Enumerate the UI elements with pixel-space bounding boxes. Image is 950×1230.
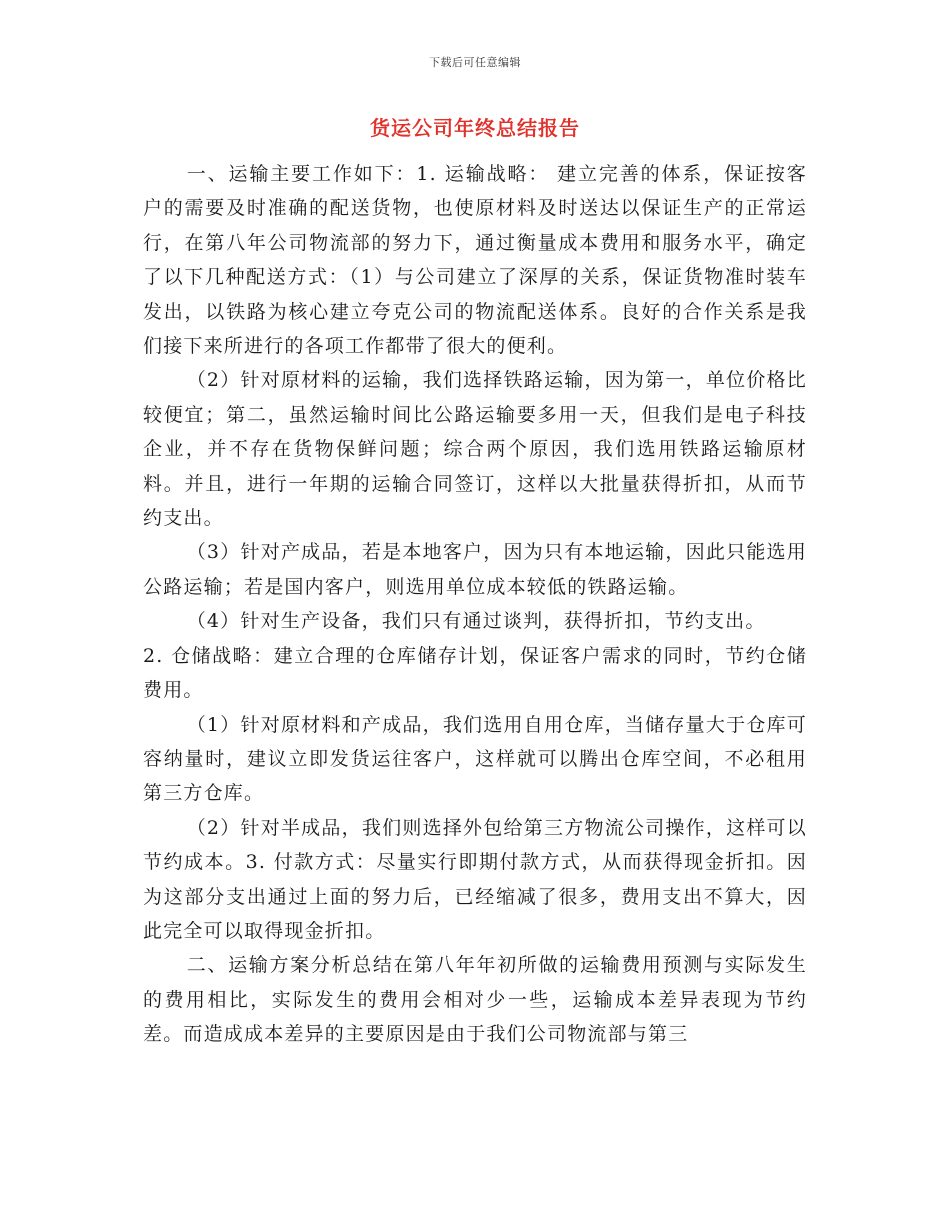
document-title: 货运公司年终总结报告 — [370, 116, 580, 140]
document-body — [143, 157, 807, 1052]
paragraph-3: （3）针对产成品，若是本地客户，因为只有本地运输，因此只能选用公路运输；若是国内客户，则选用单位成本较低的铁路运输。 — [143, 541, 807, 598]
paragraph-8: 二、运输方案分析总结在第八年年初所做的运输费用预测与实际发生的费用相比，实际发生的费用会相对少一些，运输成本差异表现为节约差。而造成成本差异的主要原因是由于我们公司物流部与第三 — [143, 954, 807, 1046]
paragraph-4: （4）针对生产设备，我们只有通过谈判，获得折扣，节约支出。 — [186, 610, 766, 633]
paragraph-6: （1）针对原材料和产成品，我们选用自用仓库，当储存量大于仓库可容纳量时，建议立即发货运往客户，这样就可以腾出仓库空间，不必租用第三方仓库。 — [143, 713, 807, 805]
paragraph-2: （2）针对原材料的运输，我们选择铁路运输，因为第一，单位价格比较便宜；第二，虽然运输时间比公路运输要多用一天，但我们是电子科技企业，并不存在货物保鲜问题；综合两个原因，我们选用铁路运输原材料。并且，进行一年期的运输合同签订，这样以大批量获得折扣，从而节约支出。 — [143, 369, 807, 530]
header-note: 下载后可任意编辑 — [429, 56, 521, 69]
paragraph-1: 一、运输主要工作如下：1. 运输战略： 建立完善的体系，保证按客户的需要及时准确的配送货物，也使原材料及时送达以保证生产的正常运行，在第八年公司物流部的努力下，通过衡量成本费用和服务水平，确定了以下几种配送方式：（1）与公司建立了深厚的关系，保证货物准时装车发出，以铁路为核心建立夸克公司的物流配送体系。良好的合作关系是我们接下来所进行的各项工作都带了很大的便利。 — [143, 163, 807, 358]
paragraph-7: （2）针对半成品，我们则选择外包给第三方物流公司操作，这样可以节约成本。3. 付款方式：尽量实行即期付款方式，从而获得现金折扣。因为这部分支出通过上面的努力后，已经缩减了很多，费用支出不算大，因此完全可以取得现金折扣。 — [143, 816, 807, 942]
paragraph-5: 2. 仓储战略：建立合理的仓库储存计划，保证客户需求的同时，节约仓储费用。 — [143, 644, 807, 702]
